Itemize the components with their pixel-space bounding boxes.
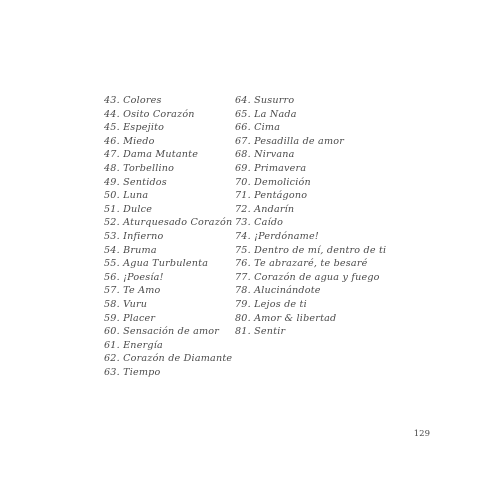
toc-entry: 45. Espejito — [104, 122, 165, 134]
toc-entry: 79. Lejos de ti — [235, 298, 307, 310]
toc-entry: 80. Amor & libertad — [235, 312, 337, 324]
toc-entry: 70. Demolición — [235, 176, 311, 188]
toc-entry: 48. Torbellino — [104, 162, 175, 174]
toc-entry: 74. ¡Perdóname! — [235, 230, 319, 242]
toc-entry: 69. Primavera — [235, 162, 307, 174]
toc-entry: 50. Luna — [104, 190, 149, 202]
toc-entry: 68. Nirvana — [235, 149, 295, 161]
toc-entry: 73. Caído — [235, 217, 284, 229]
toc-entry: 55. Agua Turbulenta — [104, 258, 209, 270]
toc-entry: 77. Corazón de agua y fuego — [235, 271, 380, 283]
toc-entry: 53. Infierno — [104, 230, 164, 242]
toc-entry: 66. Cima — [235, 122, 281, 134]
toc-right-column — [235, 94, 386, 339]
toc-entry: 52. Aturquesado Corazón — [104, 217, 233, 229]
toc-entry: 61. Energía — [104, 339, 163, 351]
toc-entry: 78. Alucinándote — [235, 285, 321, 297]
toc-entry: 63. Tiempo — [104, 366, 161, 378]
toc-entry: 46. Miedo — [104, 135, 155, 147]
toc-entry: 71. Pentágono — [235, 190, 308, 202]
toc-entry: 43. Colores — [104, 95, 162, 106]
toc-entry: 67. Pesadilla de amor — [235, 135, 345, 147]
toc-entry: 64. Susurro — [235, 95, 295, 106]
toc-entry: 60. Sensación de amor — [104, 326, 220, 338]
toc-entry: 58. Vuru — [104, 298, 148, 310]
toc-entry: 59. Placer — [104, 312, 156, 324]
toc-entry: 75. Dentro de mí, dentro de ti — [235, 244, 387, 256]
toc-entry: 65. La Nada — [235, 108, 297, 120]
toc-entry: 44. Osito Corazón — [104, 108, 195, 120]
toc-entry: 54. Bruma — [104, 244, 157, 256]
toc-entry: 56. ¡Poesía! — [104, 271, 164, 283]
toc-entry: 51. Dulce — [104, 203, 153, 215]
toc-entry: 47. Dama Mutante — [104, 149, 199, 161]
page-number: 129 — [413, 429, 430, 439]
toc-entry: 62. Corazón de Diamante — [104, 353, 233, 365]
toc-left-column — [104, 94, 232, 379]
toc-entry: 81. Sentir — [235, 326, 286, 338]
toc-entry: 57. Te Amo — [104, 285, 161, 297]
toc-entry: 76. Te abrazaré, te besaré — [235, 258, 368, 270]
toc-entry: 49. Sentidos — [104, 176, 167, 188]
toc-entry: 72. Andarín — [235, 203, 295, 215]
